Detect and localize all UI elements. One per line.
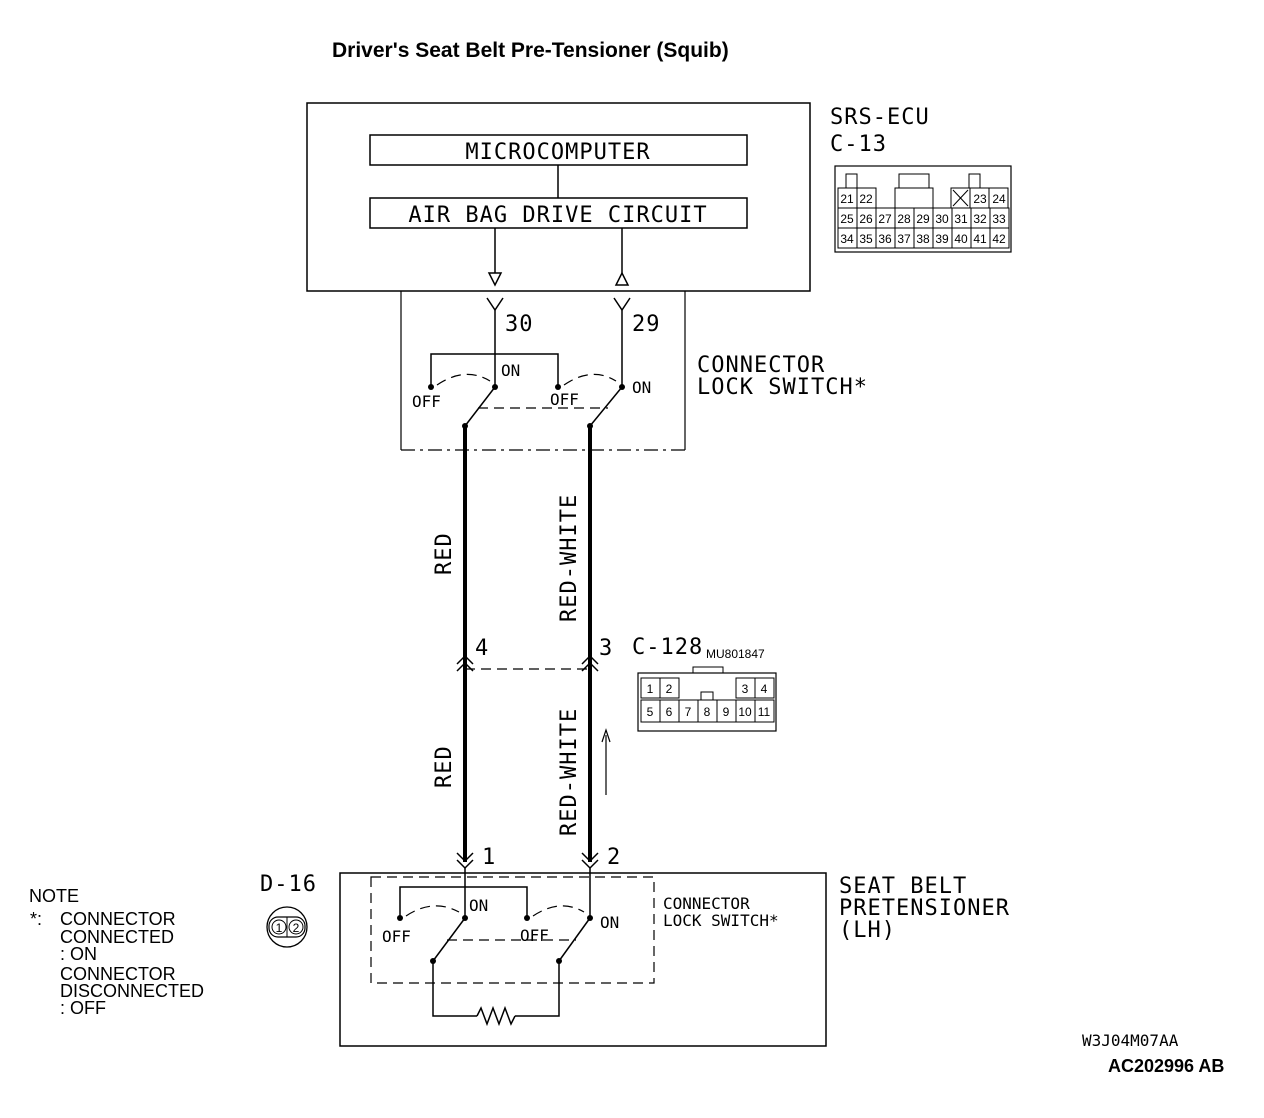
top-switch-left-on: ON [501, 361, 521, 380]
note-star: *: [30, 909, 43, 929]
d16-connector-face [267, 907, 307, 947]
c128-connector-face [638, 667, 776, 731]
input-up-arrow-icon [616, 273, 628, 285]
pin-label: 2 [292, 921, 300, 935]
bottom-switch-left-on: ON [469, 896, 489, 915]
bottom-lock-switch-label-2: LOCK SWITCH* [663, 911, 779, 930]
bottom-switch-right-off: OFF [520, 926, 549, 945]
pretensioner-block [340, 868, 826, 1046]
top-switch-left-off: OFF [412, 392, 441, 411]
ecu-pin-29: 29 [632, 312, 661, 337]
bottom-switch-left-off: OFF [382, 927, 411, 946]
pin-label: 23 [973, 192, 987, 206]
diagram-title: Driver's Seat Belt Pre-Tensioner (Squib) [332, 39, 729, 62]
note-line-3: : ON [60, 944, 98, 964]
pin-label: 1 [646, 682, 654, 696]
pin-label: 32 [973, 212, 987, 226]
bottom-lock-switch-label-1: CONNECTOR [663, 894, 750, 913]
pin-label: 10 [738, 705, 752, 719]
note-block [29, 886, 204, 1018]
wire-color-upper-left: RED [432, 532, 457, 575]
ecu-connector-id: C-13 [830, 132, 887, 157]
pin-label: 36 [878, 232, 892, 246]
top-lock-switch-label-1: CONNECTOR [697, 353, 826, 378]
pin-label: 7 [684, 705, 692, 719]
pin-label: 28 [897, 212, 911, 226]
pin-label: 25 [840, 212, 854, 226]
note-heading: NOTE [29, 886, 80, 906]
squib-resistor-icon [477, 1008, 515, 1024]
drive-circuit-label: AIR BAG DRIVE CIRCUIT [408, 203, 708, 228]
d16-pin-2: 2 [607, 845, 622, 870]
pin-label: 29 [916, 212, 930, 226]
pin-label: 35 [859, 232, 873, 246]
pin-label: 11 [757, 705, 771, 719]
pretensioner-label-3: (LH) [839, 918, 896, 943]
wire-color-lower-right: RED-WHITE [557, 707, 582, 836]
wire-color-upper-right: RED-WHITE [557, 493, 582, 622]
doc-code: AC202996 AB [1108, 1056, 1225, 1076]
ecu-pin-30: 30 [505, 312, 534, 337]
pin-label: 6 [665, 705, 673, 719]
pretensioner-label-1: SEAT BELT [839, 874, 968, 899]
pin-label: 40 [954, 232, 968, 246]
c13-connector-face [835, 166, 1011, 252]
srs-ecu [307, 103, 810, 291]
pin-label: 39 [935, 232, 949, 246]
top-switch-right-off: OFF [550, 390, 579, 409]
pin-29-terminal-icon [614, 298, 630, 310]
top-lock-switch-label-2: LOCK SWITCH* [697, 375, 868, 400]
pin-label: 41 [973, 232, 987, 246]
pin-label: 9 [722, 705, 730, 719]
pin-label: 24 [992, 192, 1006, 206]
pin-label: 27 [878, 212, 892, 226]
pretensioner-label-2: PRETENSIONER [839, 896, 1010, 921]
top-switch-right-on: ON [632, 378, 652, 397]
note-line-4: CONNECTOR [60, 964, 176, 984]
pin-label: 30 [935, 212, 949, 226]
figure-code: W3J04M07AA [1082, 1031, 1179, 1050]
d16-connector-id: D-16 [260, 872, 317, 897]
pin-label: 2 [665, 682, 673, 696]
c128-pin-3: 3 [599, 636, 614, 661]
pin-label: 22 [859, 192, 873, 206]
pin-label: 8 [703, 705, 711, 719]
pin-label: 21 [840, 192, 854, 206]
note-line-2: CONNECTED [60, 927, 175, 947]
pin-label: 5 [646, 705, 654, 719]
c128-pin-4: 4 [475, 636, 490, 661]
pin-label: 4 [760, 682, 768, 696]
pin-label: 3 [741, 682, 749, 696]
bottom-switch-right-on: ON [600, 913, 620, 932]
pin-label: 38 [916, 232, 930, 246]
c128-part-number: MU801847 [706, 647, 765, 661]
pin-label: 33 [992, 212, 1006, 226]
pin-label: 26 [859, 212, 873, 226]
harness [432, 426, 621, 870]
note-line-1: CONNECTOR [60, 909, 176, 929]
output-down-arrow-icon [489, 273, 501, 285]
microcomputer-label: MICROCOMPUTER [465, 140, 651, 165]
wire-color-lower-left: RED [432, 745, 457, 788]
top-lock-switch [401, 291, 868, 450]
pin-label: 34 [840, 232, 854, 246]
c128-connector-id: C-128 [632, 635, 704, 660]
pin-label: 1 [275, 921, 283, 935]
d16-pin-1: 1 [482, 845, 497, 870]
pin-30-terminal-icon [487, 298, 503, 310]
pin-label: 42 [992, 232, 1006, 246]
note-line-5: DISCONNECTED [60, 981, 205, 1001]
ecu-name: SRS-ECU [830, 105, 930, 130]
pin-label: 31 [954, 212, 968, 226]
note-line-6: : OFF [60, 998, 106, 1018]
pretensioner-box [340, 873, 826, 1046]
pin-label: 37 [897, 232, 911, 246]
